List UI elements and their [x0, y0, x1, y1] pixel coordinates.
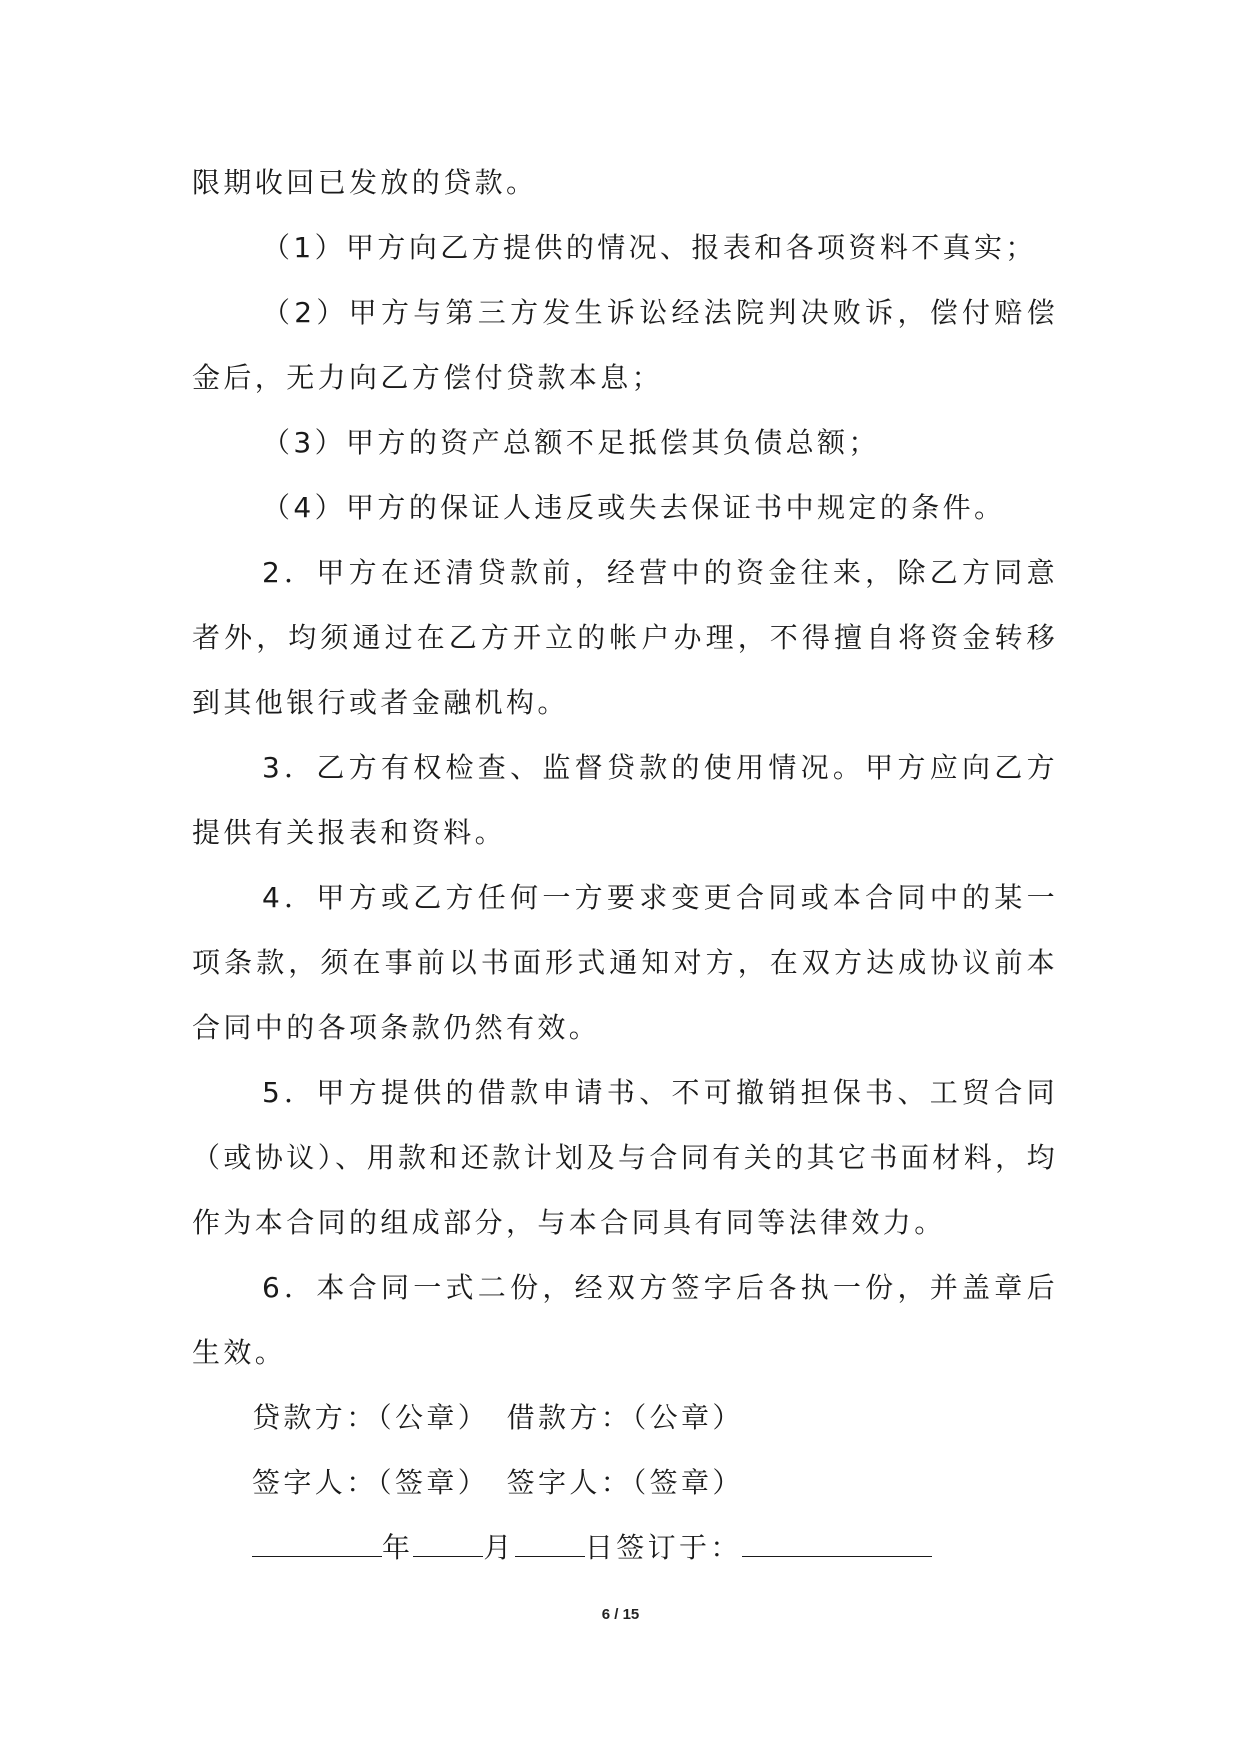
- place-blank: [742, 1531, 932, 1557]
- paragraph: 限期收回已发放的贷款。: [192, 166, 538, 199]
- signature-line-signer: 签字人：（签章） 签字人：（签章）: [252, 1466, 744, 1499]
- month-blank: [413, 1531, 483, 1557]
- paragraph: 6．本合同一式二份，经双方签字后各执一份，并盖章后生效。: [192, 1271, 1058, 1369]
- paragraph: 4．甲方或乙方任何一方要求变更合同或本合同中的某一项条款，须在事前以书面形式通知对方，在双方达成协议前本合同中的各项条款仍然有效。: [192, 881, 1058, 1044]
- paragraph: （1）甲方向乙方提供的情况、报表和各项资料不真实；: [262, 231, 1037, 264]
- day-blank: [515, 1531, 585, 1557]
- paragraph: （3）甲方的资产总额不足抵偿其负债总额；: [262, 426, 880, 459]
- signature-line-seal: 贷款方：（公章） 借款方：（公章）: [252, 1401, 744, 1434]
- paragraph: （4）甲方的保证人违反或失去保证书中规定的条件。: [262, 491, 1006, 524]
- signed-at-label: 日签订于：: [584, 1531, 742, 1564]
- paragraph: （2）甲方与第三方发生诉讼经法院判决败诉，偿付赔偿金后，无力向乙方偿付贷款本息；: [192, 296, 1058, 394]
- contract-body: [192, 150, 1058, 1580]
- signature-date-line: [192, 1515, 1058, 1580]
- year-blank: [252, 1531, 382, 1557]
- year-label: 年: [382, 1531, 414, 1564]
- paragraph: 5．甲方提供的借款申请书、不可撤销担保书、工贸合同（或协议）、用款和还款计划及与合同有关的其它书面材料，均作为本合同的组成部分，与本合同具有同等法律效力。: [192, 1076, 1058, 1239]
- paragraph: 2．甲方在还清贷款前，经营中的资金往来，除乙方同意者外，均须通过在乙方开立的帐户办理，不得擅自将资金转移到其他银行或者金融机构。: [192, 556, 1058, 719]
- page-number: 6 / 15: [601, 1606, 640, 1623]
- paragraph: 3．乙方有权检查、监督贷款的使用情况。甲方应向乙方提供有关报表和资料。: [192, 751, 1058, 849]
- month-label: 月: [483, 1531, 515, 1564]
